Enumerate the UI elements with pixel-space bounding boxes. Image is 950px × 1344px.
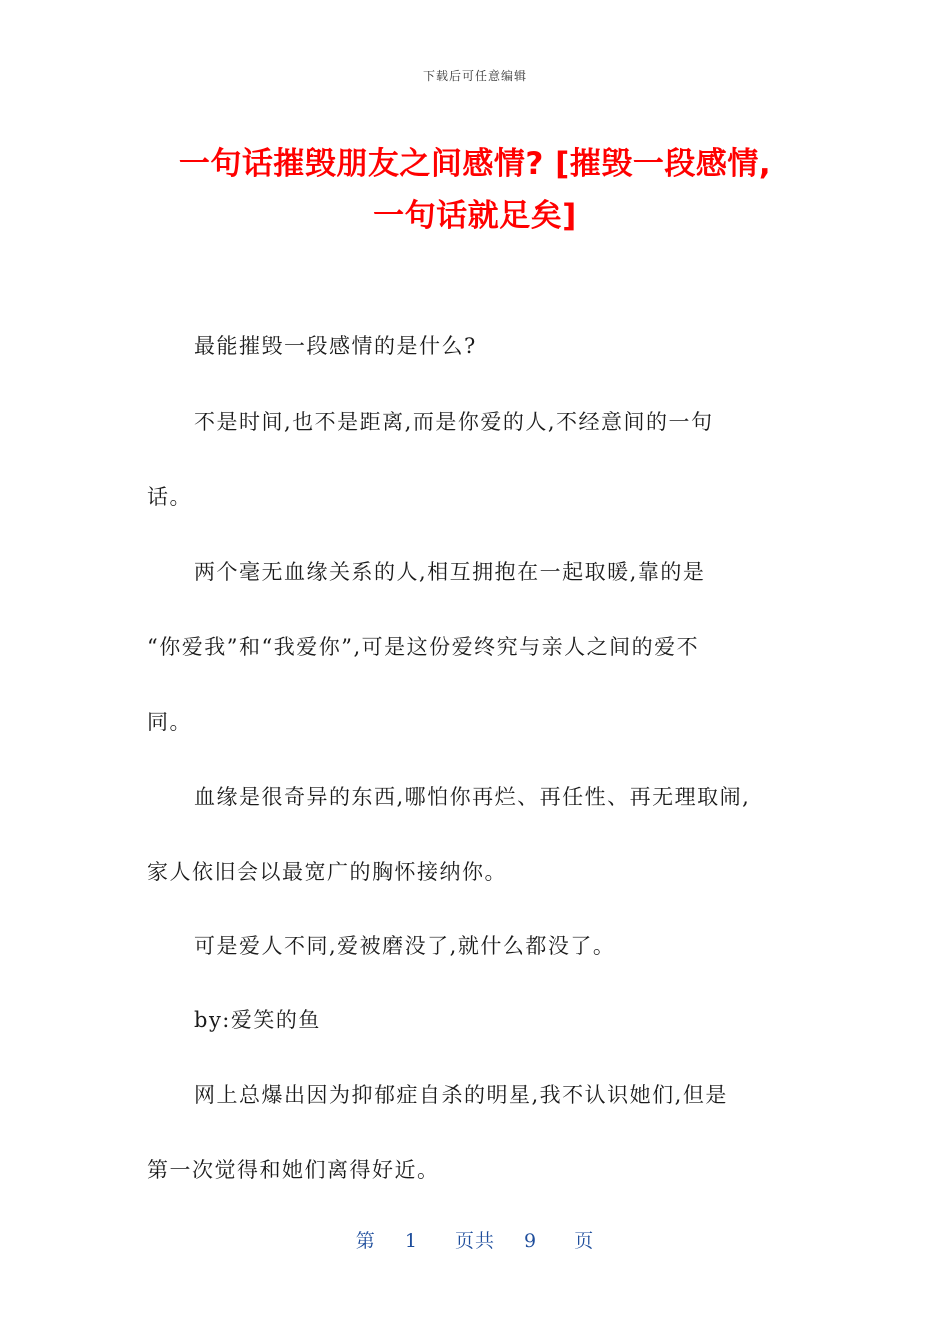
footer-total-pages: 9 [524, 1230, 538, 1252]
paragraph-line: 同。 [147, 710, 192, 734]
footer-suffix: 页 [574, 1230, 595, 1252]
footer-prefix: 第 [355, 1230, 376, 1252]
footer-current-page: 1 [404, 1230, 418, 1252]
paragraph-line: 血缘是很奇异的东西,哪怕你再烂、再任性、再无理取闹, [194, 785, 751, 809]
paragraph-line: 网上总爆出因为抑郁症自杀的明星,我不认识她们,但是 [194, 1083, 728, 1107]
paragraph-line: 两个毫无血缘关系的人,相互拥抱在一起取暖,靠的是 [194, 560, 706, 584]
paragraph-line: 最能摧毁一段感情的是什么? [194, 334, 477, 358]
paragraph-line: by:爱笑的鱼 [194, 1008, 321, 1032]
paragraph-line: 话。 [147, 485, 192, 509]
paragraph-line: “你爱我”和“我爱你”,可是这份爱终究与亲人之间的爱不 [147, 635, 700, 659]
paragraph-line: 可是爱人不同,爱被磨没了,就什么都没了。 [194, 934, 616, 958]
paragraph-line: 家人依旧会以最宽广的胸怀接纳你。 [147, 860, 507, 884]
title-line-1: 一句话摧毁朋友之间感情? [摧毁一段感情, [178, 146, 772, 182]
header-note: 下载后可任意编辑 [422, 69, 527, 83]
footer-middle: 页共 [454, 1230, 495, 1252]
paragraph-line: 不是时间,也不是距离,而是你爱的人,不经意间的一句 [194, 410, 714, 434]
document-title [110, 138, 840, 242]
page-footer [0, 1226, 950, 1253]
title-line-2: 一句话就足矣] [373, 198, 577, 234]
paragraph-line: 第一次觉得和她们离得好近。 [147, 1158, 440, 1182]
